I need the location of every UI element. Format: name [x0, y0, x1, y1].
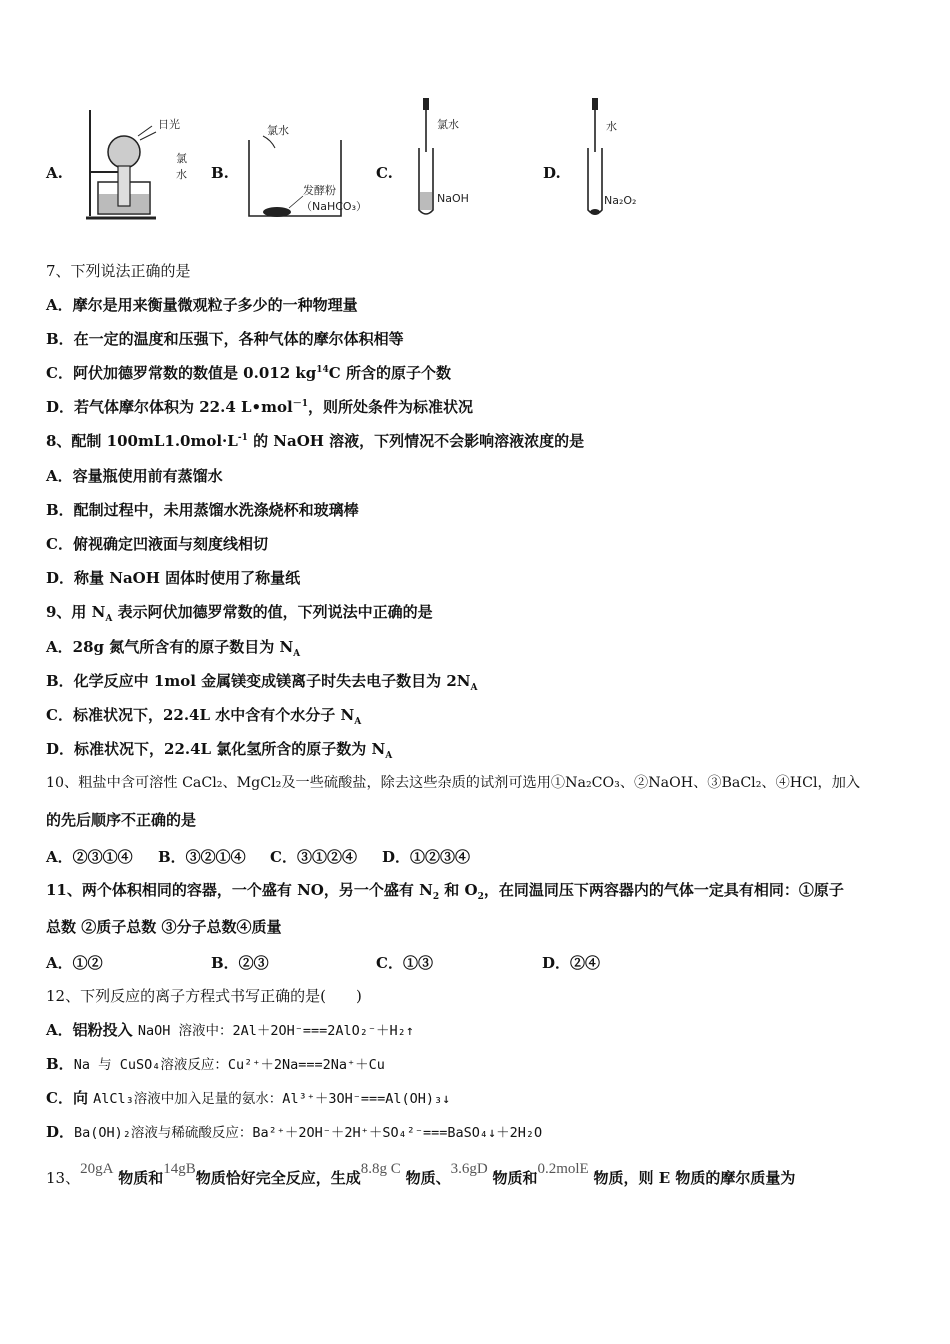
q13-formula-3: 8.8g C [360, 1161, 401, 1177]
q13-formula-4: 3.6gD [450, 1161, 488, 1177]
q11-option-b: B．②③ [211, 954, 269, 972]
q10-option-b: B．③②①④ [158, 848, 246, 866]
label-nahco3: （NaHCO₃） [301, 200, 367, 213]
option-c-letter: C. [376, 164, 393, 182]
label-naoh: NaOH [437, 192, 469, 205]
figure-a-apparatus [76, 100, 206, 225]
q13-stem: 13、20gA 物质和14gB物质恰好完全反应，生成8.8g C 物质、3.6gD 物质和0.2molE 物质，则 E 物质的摩尔质量为 [46, 1161, 796, 1187]
q7-option-d: D．若气体摩尔体积为 22.4 L•mol$^{-1}$，则所处条件为标准状况 [46, 398, 473, 416]
q8-option-d: D．称量 NaOH 固体时使用了称量纸 [46, 569, 301, 587]
q11-stem-line1: 11、两个体积相同的容器，一个盛有 NO，另一个盛有 $N_2$ 和 $O_2$，在同温同压下两容器内的气体一定具有相同：①原子 [46, 881, 844, 902]
figure-b-beaker [241, 120, 381, 225]
q9-stem: 9、用 $N_A$ 表示阿伏加德罗常数的值，下列说法中正确的是 [46, 603, 433, 624]
q10-stem-line2: 的先后顺序不正确的是 [46, 811, 197, 829]
q12-stem: 12、下列反应的离子方程式书写正确的是( ) [46, 987, 362, 1005]
q12-option-a: A．铝粉投入 NaOH 溶液中：2Al＋2OH⁻===2AlO₂⁻＋H₂↑ [46, 1021, 414, 1039]
q12-option-b: B．Na 与 CuSO₄溶液反应：Cu²⁺＋2Na===2Na⁺＋Cu [46, 1055, 385, 1073]
q11-stem-line2: 总数 ②质子总数 ③分子总数④质量 [46, 918, 282, 936]
q9-option-c: C．标准状况下，22.4L 水中含有个水分子 $N_A$ [46, 706, 362, 727]
q9-option-b: B．化学反应中 1mol 金属镁变成镁离子时失去电子数目为 $2N_A$ [46, 672, 478, 693]
figure-row [46, 92, 906, 232]
label-water: 水 [176, 168, 187, 181]
figure-d-test-tube [576, 92, 686, 227]
q8-option-c: C．俯视确定凹液面与刻度线相切 [46, 535, 268, 553]
q11-option-a: A．①② [46, 954, 103, 972]
q9-option-a: A．28g 氮气所含有的原子数目为 $N_A$ [46, 638, 301, 659]
q13-formula-1: 20gA [80, 1161, 114, 1177]
q10-option-a: A．②③①④ [46, 848, 133, 866]
q7-option-a: A．摩尔是用来衡量微观粒子多少的一种物理量 [46, 296, 358, 314]
label-baking-powder: 发酵粉 [303, 184, 336, 197]
label-chlorine-water-b: 氯水 [267, 124, 289, 137]
q13-formula-5: 0.2molE [537, 1161, 589, 1177]
option-d-letter: D. [543, 164, 561, 182]
q9-option-d: D．标准状况下，22.4L 氯化氢所含的原子数为 $N_A$ [46, 740, 393, 761]
label-na2o2: Na₂O₂ [604, 194, 637, 207]
q7-option-b: B．在一定的温度和压强下，各种气体的摩尔体积相等 [46, 330, 404, 348]
q10-option-d: D．①②③④ [382, 848, 471, 866]
q13-formula-2: 14gB [163, 1161, 196, 1177]
q10-stem-line1: 10、粗盐中含可溶性 CaCl₂、MgCl₂及一些硫酸盐，除去这些杂质的试剂可选用①Na₂CO₃、②NaOH、③BaCl₂、④HCl，加入 [46, 775, 861, 791]
q11-option-c: C．①③ [376, 954, 433, 972]
q10-option-c: C．③①②④ [270, 848, 357, 866]
label-chlorine: 氯 [176, 152, 187, 165]
q12-option-c: C．向 AlCl₃溶液中加入足量的氨水：Al³⁺＋3OH⁻===Al(OH)₃↓ [46, 1089, 451, 1107]
q8-stem: 8、配制 $100mL1.0mol\cdot L^{-1}$ 的 NaOH 溶液，下列情况不会影响溶液浓度的是 [46, 432, 585, 450]
q11-option-d: D．②④ [542, 954, 601, 972]
q7-stem: 7、下列说法正确的是 [46, 262, 191, 280]
q8-option-b: B．配制过程中，未用蒸馏水洗涤烧杯和玻璃棒 [46, 501, 359, 519]
label-chlorine-water-c: 氯水 [437, 118, 459, 131]
q8-option-a: A．容量瓶使用前有蒸馏水 [46, 467, 223, 485]
q12-option-d: D．Ba(OH)₂溶液与稀硫酸反应：Ba²⁺＋2OH⁻＋2H⁺＋SO₄²⁻===BaSO₄↓＋2H₂O [46, 1123, 543, 1141]
q7-option-c: C．阿伏加德罗常数的数值是 0.012 $kg^{14}C$ 所含的原子个数 [46, 364, 451, 382]
option-a-letter: A. [46, 164, 63, 182]
label-sunlight: 日光 [158, 118, 180, 131]
option-b-letter: B. [211, 164, 229, 182]
label-water-d: 水 [606, 120, 617, 133]
figure-c-test-tube [401, 92, 521, 227]
q13-number: 13、 [46, 1169, 81, 1187]
